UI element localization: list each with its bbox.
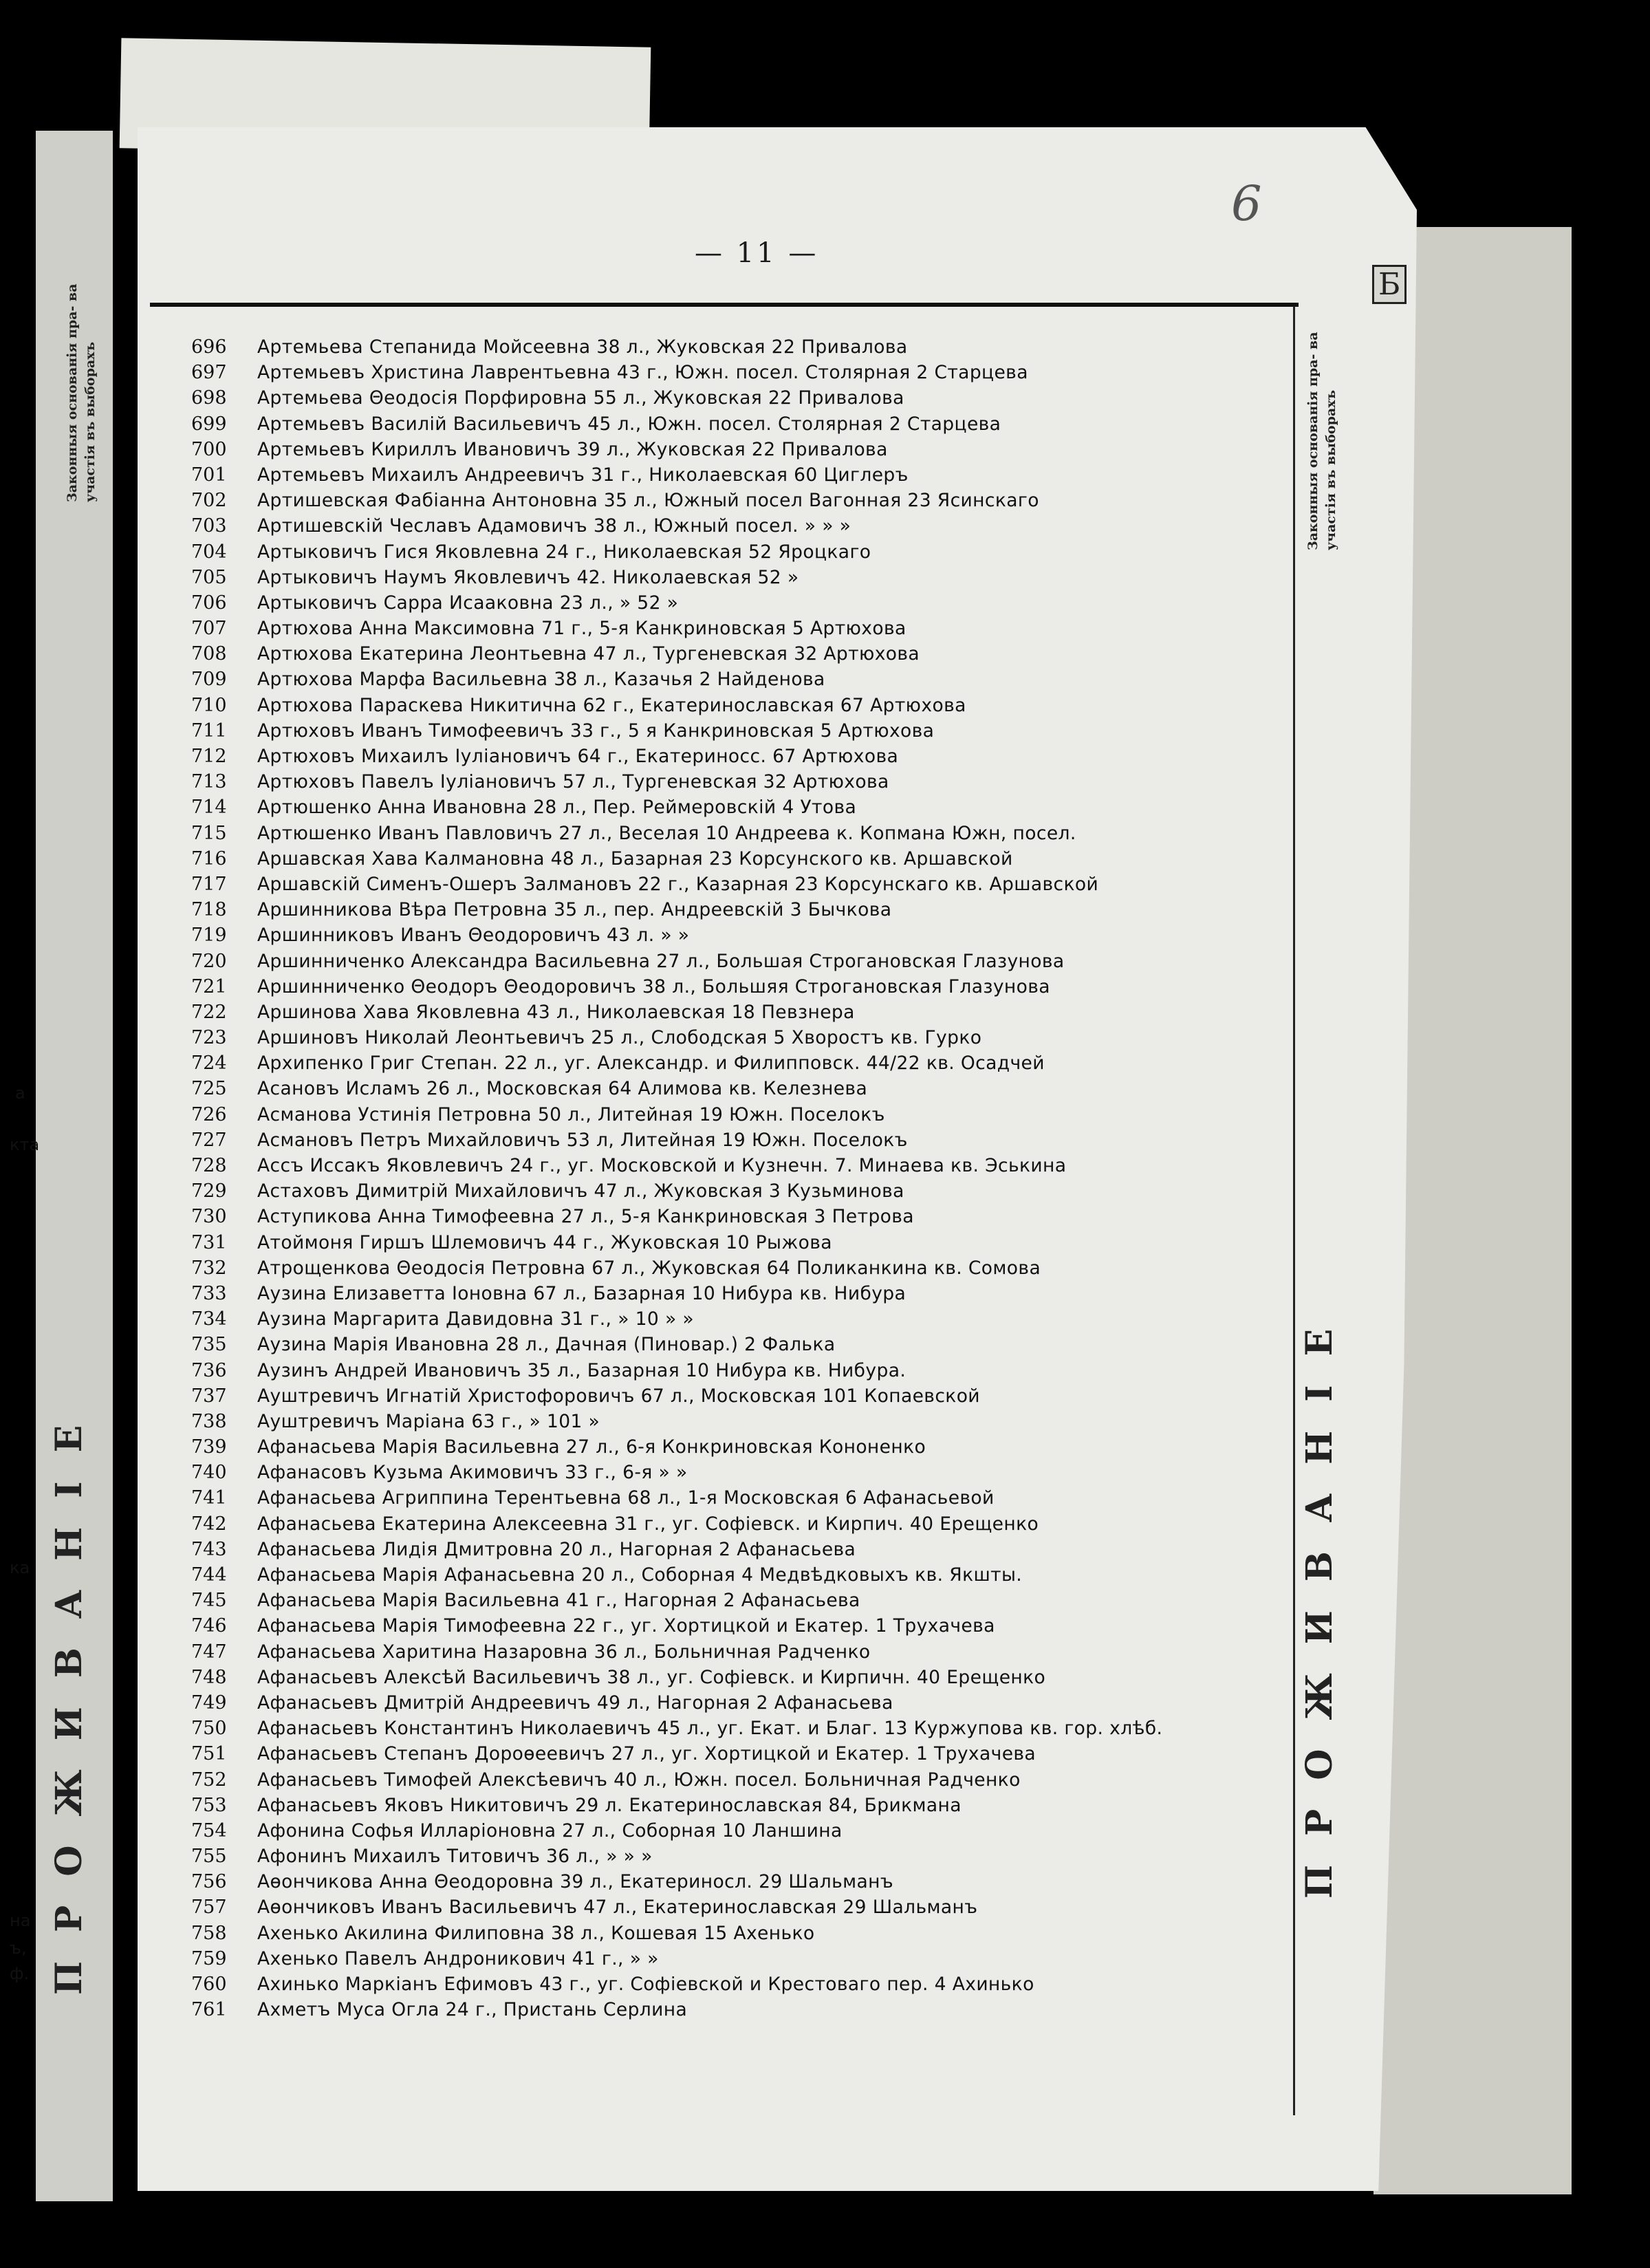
entry-text: Артишевскій Чеславъ Адамовичъ 38 л., Южный посел. » » »	[257, 515, 851, 537]
entry-text: Аузина Марія Ивановна 28 л., Дачная (Пиновар.) 2 Фалька	[257, 1334, 836, 1356]
entry-text: Асманова Устинія Петровна 50 л., Литейная 19 Южн. Поселокъ	[257, 1103, 885, 1125]
entry-text: Афанасьева Марія Васильевна 41 г., Нагорная 2 Афанасьева	[257, 1590, 860, 1612]
entry-number: 727	[191, 1129, 227, 1151]
list-item	[162, 1741, 1304, 1767]
list-item	[162, 411, 1304, 437]
list-item	[162, 1102, 1304, 1127]
list-item	[162, 1511, 1304, 1537]
entry-number: 750	[191, 1718, 227, 1740]
entry-number: 742	[191, 1513, 227, 1535]
list-item	[162, 1332, 1304, 1357]
entry-text: Асановъ Исламъ 26 л., Московская 64 Алимова кв. Келезнева	[257, 1078, 868, 1100]
entry-number: 751	[191, 1743, 227, 1765]
left-fragment: ка	[10, 1558, 30, 1577]
entry-text: Артюшенко Анна Ивановна 28 л., Пер. Реймеровскій 4 Утова	[257, 797, 857, 819]
entry-text: Артюхова Екатерина Леонтьевна 47 л., Тургеневская 32 Артюхова	[257, 643, 920, 665]
list-item	[162, 872, 1304, 897]
entry-number: 718	[191, 899, 227, 921]
list-item	[162, 1383, 1304, 1409]
page-number: — 11 —	[695, 237, 819, 269]
entry-number: 731	[191, 1231, 227, 1253]
entry-number: 702	[191, 490, 227, 512]
list-item	[162, 641, 1304, 667]
list-item	[162, 1255, 1304, 1281]
list-item	[162, 667, 1304, 692]
entry-text: Афанасьева Лидія Дмитровна 20 л., Нагорная 2 Афанасьева	[257, 1538, 856, 1560]
left-fragment: а	[15, 1083, 25, 1103]
entry-text: Афанасьева Марія Васильевна 27 л., 6-я Конкриновская Кононенко	[257, 1436, 926, 1458]
entry-number: 760	[191, 1974, 227, 1995]
entry-number: 704	[191, 541, 227, 563]
list-item	[162, 821, 1304, 846]
left-fragment: ъ,	[10, 1938, 27, 1958]
entry-text: Ахинько Маркіанъ Ефимовъ 43 г., уг. Софіевской и Крестоваго пер. 4 Ахинько	[257, 1974, 1034, 1995]
list-item	[162, 1230, 1304, 1255]
list-item	[162, 897, 1304, 922]
entry-number: 723	[191, 1027, 227, 1049]
list-item	[162, 1921, 1304, 1946]
entry-text: Ахенько Акилина Филиповна 38 л., Кошевая 15 Ахенько	[257, 1922, 815, 1944]
list-item	[162, 1025, 1304, 1050]
entry-text: Аѳончикова Анна Θеодоровна 39 л., Екатериносл. 29 Шальманъ	[257, 1871, 894, 1893]
entry-text: Артюхова Марфа Васильевна 38 л., Казачья 2 Найденова	[257, 669, 825, 691]
entry-number: 749	[191, 1692, 227, 1714]
entry-text: Аузина Маргарита Давидовна 31 г., » 10 » »	[257, 1308, 695, 1330]
left-fragment: кта	[10, 1135, 40, 1154]
list-item	[162, 513, 1304, 539]
entry-text: Аршиновъ Николай Леонтьевичъ 25 л., Слободская 5 Хворостъ кв. Гурко	[257, 1027, 982, 1049]
list-item	[162, 769, 1304, 795]
entry-number: 715	[191, 822, 227, 844]
entry-number: 745	[191, 1590, 227, 1612]
entry-number: 732	[191, 1257, 227, 1279]
entry-number: 705	[191, 566, 227, 588]
list-item	[162, 1537, 1304, 1562]
entry-number: 756	[191, 1871, 227, 1893]
entry-number: 757	[191, 1897, 227, 1919]
entry-text: Асмановъ Петръ Михайловичъ 53 л, Литейная 19 Южн. Поселокъ	[257, 1129, 908, 1151]
entry-number: 733	[191, 1282, 227, 1304]
list-item	[162, 795, 1304, 820]
list-item	[162, 1613, 1304, 1639]
list-item	[162, 616, 1304, 641]
entry-text: Аршинниковъ Иванъ Θеодоровичъ 43 л. » »	[257, 925, 690, 947]
list-item	[162, 718, 1304, 744]
entry-number: 721	[191, 975, 227, 997]
list-item	[162, 1997, 1304, 2022]
list-item	[162, 1844, 1304, 1869]
entry-number: 711	[191, 720, 227, 742]
list-item	[162, 1050, 1304, 1076]
entry-number: 712	[191, 746, 227, 767]
entry-text: Афанасьева Харитина Назаровна 36 л., Больничная Радченко	[257, 1641, 871, 1663]
entry-text: Аршинникова Вѣра Петровна 35 л., пер. Андреевскій 3 Бычкова	[257, 899, 892, 921]
entry-number: 744	[191, 1564, 227, 1586]
entry-number: 761	[191, 1999, 227, 2021]
right-column-heading: Законныя основанія пра- ва участія въ выборахъ	[1305, 332, 1338, 550]
left-margin-heading: Законныя основанія пра- ва участія въ выборахъ	[65, 283, 98, 502]
entry-number: 736	[191, 1359, 227, 1381]
entry-text: Ахенько Павелъ Андроникович 41 г., » »	[257, 1947, 659, 1969]
entry-text: Афанасьева Марія Тимофеевна 22 г., уг. Хортицкой и Екатер. 1 Трухачева	[257, 1615, 995, 1637]
list-item	[162, 1485, 1304, 1511]
entry-number: 697	[191, 362, 227, 384]
entry-number: 737	[191, 1385, 227, 1407]
right-column-title: ПРОЖИВАНІЕ	[1299, 1299, 1340, 1899]
list-item	[162, 693, 1304, 718]
entry-number: 740	[191, 1462, 227, 1484]
entry-number: 735	[191, 1334, 227, 1356]
entry-text: Артемьевъ Василій Васильевичъ 45 л., Южн. посел. Столярная 2 Старцева	[257, 413, 1001, 435]
entry-text: Афанасьева Екатерина Алексеевна 31 г., уг. Софіевск. и Кирпич. 40 Ерещенко	[257, 1513, 1039, 1535]
entry-number: 700	[191, 438, 227, 460]
entry-number: 738	[191, 1410, 227, 1432]
list-item	[162, 1793, 1304, 1818]
entry-number: 699	[191, 413, 227, 435]
entry-text: Артыковичъ Сарра Исааковна 23 л., » 52 »	[257, 592, 679, 614]
entry-number: 752	[191, 1769, 227, 1791]
list-item	[162, 1127, 1304, 1153]
list-item	[162, 360, 1304, 385]
list-item	[162, 437, 1304, 462]
left-fragment: на	[10, 1911, 31, 1930]
entry-text: Артыковичъ Наумъ Яковлевичъ 42. Николаевская 52 »	[257, 566, 799, 588]
entry-number: 741	[191, 1487, 227, 1509]
entry-text: Артемьевъ Михаилъ Андреевичъ 31 г., Николаевская 60 Циглеръ	[257, 464, 909, 486]
entry-text: Аузина Елизаветта Іоновна 67 л., Базарная 10 Нибура кв. Нибура	[257, 1282, 907, 1304]
handwritten-tab-letter: Б	[1372, 265, 1407, 304]
entry-text: Афанасьева Марія Афанасьевна 20 л., Соборная 4 Медвѣдковыхъ кв. Якшты.	[257, 1564, 1023, 1586]
entry-text: Атрощенкова Θеодосія Петровна 67 л., Жуковская 64 Поликанкина кв. Сомова	[257, 1257, 1041, 1279]
entry-text: Ауштревичъ Маріана 63 г., » 101 »	[257, 1410, 600, 1432]
entry-number: 726	[191, 1103, 227, 1125]
entry-number: 758	[191, 1922, 227, 1944]
list-item	[162, 1460, 1304, 1485]
list-item	[162, 462, 1304, 488]
entry-text: Ауштревичъ Игнатій Христофоровичъ 67 л., Московская 101 Копаевской	[257, 1385, 980, 1407]
entry-text: Аршинниченко Θеодоръ Θеодоровичъ 38 л., Большяя Строгановская Глазунова	[257, 975, 1050, 997]
entry-number: 748	[191, 1666, 227, 1688]
list-item	[162, 1076, 1304, 1101]
entry-text: Артюшенко Иванъ Павловичъ 27 л., Веселая 10 Андреева к. Копмана Южн, посел.	[257, 822, 1076, 844]
entry-number: 696	[191, 336, 227, 358]
list-item	[162, 1588, 1304, 1613]
entry-number: 734	[191, 1308, 227, 1330]
entry-number: 755	[191, 1846, 227, 1868]
list-item	[162, 1665, 1304, 1690]
entry-text: Аступикова Анна Тимофеевна 27 л., 5-я Канкриновская 3 Петрова	[257, 1206, 914, 1228]
list-item	[162, 974, 1304, 1000]
header-rule	[150, 303, 1299, 307]
entry-text: Аузинъ Андрей Ивановичъ 35 л., Базарная 10 Нибура кв. Нибура.	[257, 1359, 907, 1381]
list-item	[162, 385, 1304, 411]
entry-text: Артюховъ Иванъ Тимофеевичъ 33 г., 5 я Канкриновская 5 Артюхова	[257, 720, 935, 742]
list-item	[162, 1869, 1304, 1894]
list-item	[162, 1818, 1304, 1844]
list-item	[162, 1434, 1304, 1460]
list-item	[162, 846, 1304, 872]
entry-number: 754	[191, 1819, 227, 1842]
resident-list	[162, 334, 1304, 2022]
entry-text: Артемьевъ Кириллъ Ивановичъ 39 л., Жуковская 22 Привалова	[257, 438, 888, 460]
entry-text: Артемьева Θеодосія Порфировна 55 л., Жуковская 22 Привалова	[257, 387, 904, 409]
list-item	[162, 488, 1304, 513]
entry-text: Артюховъ Михаилъ Іуліановичъ 64 г., Екатериносс. 67 Артюхова	[257, 746, 899, 767]
entry-number: 703	[191, 515, 227, 537]
list-item	[162, 1000, 1304, 1025]
entry-number: 716	[191, 847, 227, 870]
entry-text: Артюхова Параскева Никитична 62 г., Екатеринославская 67 Артюхова	[257, 694, 966, 716]
entry-number: 701	[191, 464, 227, 486]
list-item	[162, 1690, 1304, 1716]
entry-number: 717	[191, 873, 227, 895]
list-item	[162, 1946, 1304, 1972]
entry-number: 747	[191, 1641, 227, 1663]
entry-text: Аршавскій Сименъ-Ошеръ Залмановъ 22 г., Казарная 23 Корсунскаго кв. Аршавской	[257, 873, 1099, 895]
left-fragment: ф.	[10, 1964, 30, 1983]
list-item	[162, 1562, 1304, 1588]
entry-number: 714	[191, 797, 227, 819]
entry-text: Артишевская Фабіанна Антоновна 35 л., Южный посел Вагонная 23 Ясинскаго	[257, 490, 1039, 512]
entry-text: Афанасовъ Кузьма Акимовичъ 33 г., 6-я » »	[257, 1462, 688, 1484]
entry-number: 729	[191, 1180, 227, 1202]
entry-text: Аршинова Хава Яковлевна 43 л., Николаевская 18 Певзнера	[257, 1001, 855, 1023]
left-margin-title: ПРОЖИВАНІЕ	[48, 1396, 90, 1995]
entry-text: Афанасьевъ Константинъ Николаевичъ 45 л., уг. Екат. и Благ. 13 Куржупова кв. гор. хлѣб.	[257, 1718, 1163, 1740]
entry-number: 706	[191, 592, 227, 614]
list-item	[162, 1767, 1304, 1793]
entry-text: Афанасьевъ Дмитрій Андреевичъ 49 л., Нагорная 2 Афанасьева	[257, 1692, 893, 1714]
handwritten-folio-number: 6	[1231, 175, 1262, 232]
entry-number: 720	[191, 950, 227, 972]
list-item	[162, 1281, 1304, 1306]
entry-text: Архипенко Григ Степан. 22 л., уг. Александр. и Филипповск. 44/22 кв. Осадчей	[257, 1052, 1045, 1074]
entry-number: 713	[191, 771, 227, 793]
entry-number: 753	[191, 1794, 227, 1816]
entry-text: Астаховъ Димитрій Михайловичъ 47 л., Жуковская 3 Кузьминова	[257, 1180, 904, 1202]
list-item	[162, 1153, 1304, 1178]
entry-text: Артемьевъ Христина Лаврентьевна 43 г., Южн. посел. Столярная 2 Старцева	[257, 362, 1028, 384]
entry-text: Афонинъ Михаилъ Титовичъ 36 л., » » »	[257, 1846, 653, 1868]
list-item	[162, 565, 1304, 590]
entry-text: Афонина Софья Илларіоновна 27 л., Соборная 10 Ланшина	[257, 1819, 843, 1842]
list-item	[162, 334, 1304, 360]
list-item	[162, 1972, 1304, 1997]
entry-text: Афанасьева Агриппина Терентьевна 68 л., 1-я Московская 6 Афанасьевой	[257, 1487, 995, 1509]
entry-text: Аршавская Хава Калмановна 48 л., Базарная 23 Корсунского кв. Аршавской	[257, 847, 1013, 870]
list-item	[162, 539, 1304, 565]
list-item	[162, 744, 1304, 769]
list-item	[162, 1894, 1304, 1920]
entry-text: Афанасьевъ Алексѣй Васильевичъ 38 л., уг. Софіевск. и Кирпичн. 40 Ерещенко	[257, 1666, 1046, 1688]
list-item	[162, 1639, 1304, 1665]
list-item	[162, 1178, 1304, 1204]
entry-text: Афанасьевъ Яковъ Никитовичъ 29 л. Екатеринославская 84, Брикмана	[257, 1794, 962, 1816]
list-item	[162, 922, 1304, 948]
list-item	[162, 590, 1304, 616]
entry-number: 710	[191, 694, 227, 716]
entry-text: Артюховъ Павелъ Іуліановичъ 57 л., Тургеневская 32 Артюхова	[257, 771, 889, 793]
list-item	[162, 1204, 1304, 1229]
entry-number: 739	[191, 1436, 227, 1458]
list-item	[162, 1358, 1304, 1383]
entry-text: Артюхова Анна Максимовна 71 г., 5-я Канкриновская 5 Артюхова	[257, 618, 907, 640]
entry-number: 722	[191, 1001, 227, 1023]
entry-text: Аршинниченко Александра Васильевна 27 л., Большая Строгановская Глазунова	[257, 950, 1065, 972]
list-item	[162, 1409, 1304, 1434]
entry-text: Атоймоня Гиршъ Шлемовичъ 44 г., Жуковская 10 Рыжова	[257, 1231, 832, 1253]
entry-number: 707	[191, 618, 227, 640]
entry-number: 728	[191, 1155, 227, 1176]
list-item	[162, 1716, 1304, 1741]
entry-text: Афанасьевъ Степанъ Дороѳеевичъ 27 л., уг. Хортицкой и Екатер. 1 Трухачева	[257, 1743, 1036, 1765]
list-item	[162, 949, 1304, 974]
entry-text: Аѳончиковъ Иванъ Васильевичъ 47 л., Екатеринославская 29 Шальманъ	[257, 1897, 978, 1919]
entry-number: 709	[191, 669, 227, 691]
entry-number: 743	[191, 1538, 227, 1560]
entry-number: 759	[191, 1947, 227, 1969]
entry-text: Артыковичъ Гися Яковлевна 24 г., Николаевская 52 Яроцкаго	[257, 541, 871, 563]
entry-text: Ассъ Иссакъ Яковлевичъ 24 г., уг. Московской и Кузнечн. 7. Минаева кв. Эськина	[257, 1155, 1067, 1176]
entry-number: 708	[191, 643, 227, 665]
entry-text: Артемьева Степанида Мойсеевна 38 л., Жуковская 22 Привалова	[257, 336, 908, 358]
entry-number: 724	[191, 1052, 227, 1074]
entry-number: 719	[191, 925, 227, 947]
entry-number: 698	[191, 387, 227, 409]
entry-text: Афанасьевъ Тимофей Алексѣевичъ 40 л., Южн. посел. Больничная Радченко	[257, 1769, 1021, 1791]
entry-number: 730	[191, 1206, 227, 1228]
entry-number: 725	[191, 1078, 227, 1100]
entry-text: Ахметъ Муса Огла 24 г., Пристань Серлина	[257, 1999, 688, 2021]
entry-number: 746	[191, 1615, 227, 1637]
list-item	[162, 1306, 1304, 1332]
